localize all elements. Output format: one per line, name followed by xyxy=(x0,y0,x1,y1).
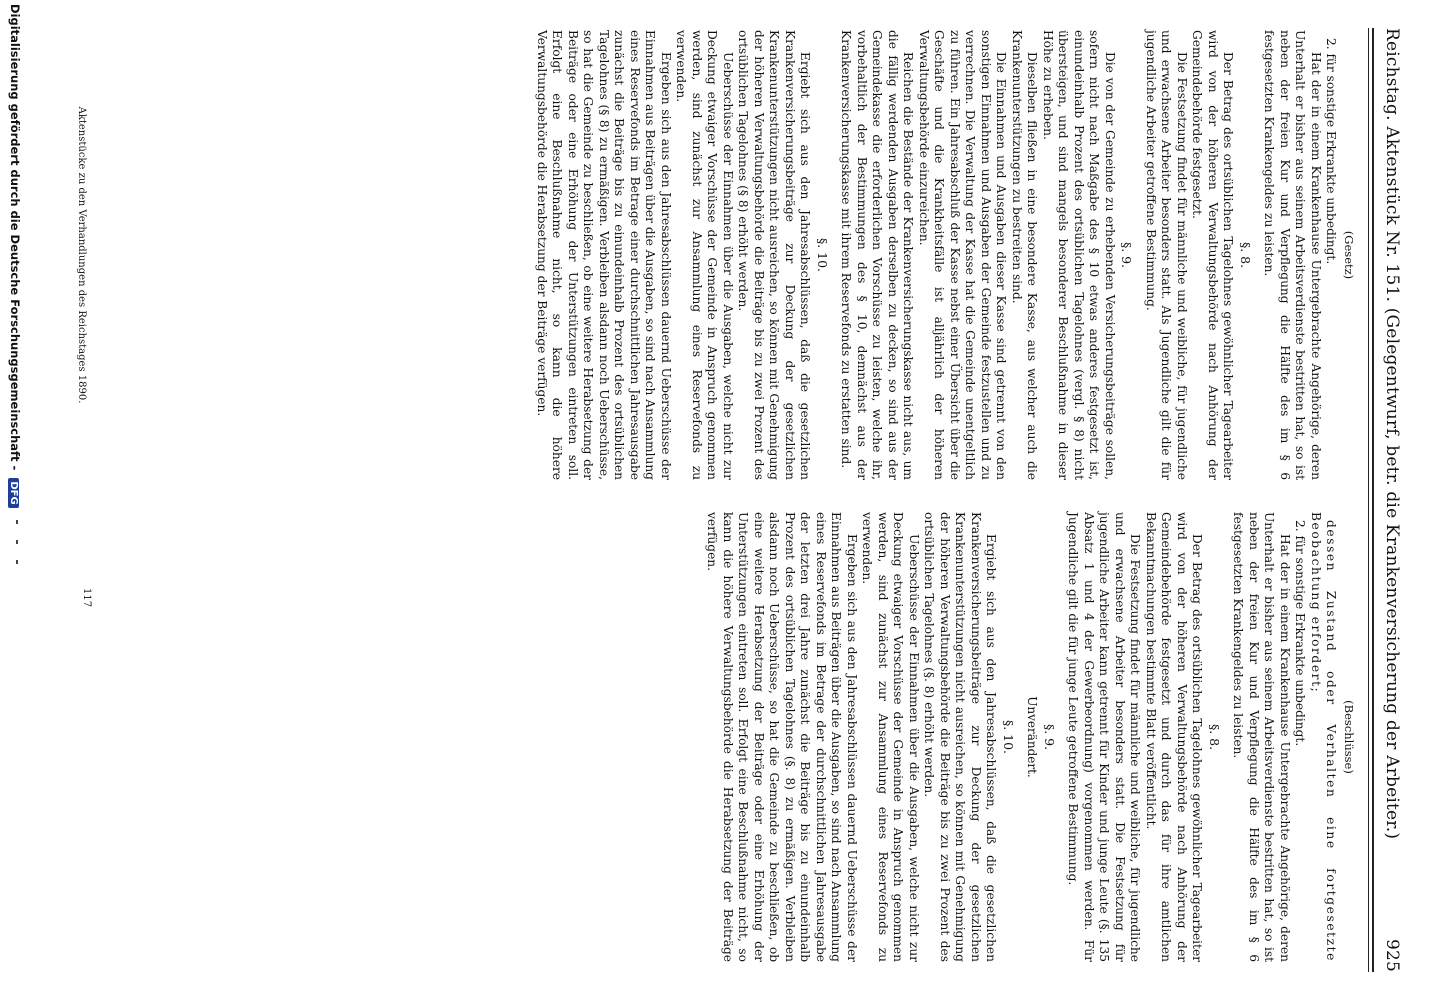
paragraph: Ergiebt sich aus den Jahresabschlüssen, daß die gesetzlichen Krankenversicherungsbeiträge zur Deckung der gesetzlichen Krankenunterstützungen nicht ausreichen, so können mit Genehmigung der höheren Verwaltungsbehörde die Beiträge bis zu zwei Prozent des ortsüblichen Tagelohnes (§ 8) erhöht werden. xyxy=(736,30,813,480)
header-rule xyxy=(1372,28,1374,972)
header-page-number: 925 xyxy=(1382,938,1402,972)
scan-speck xyxy=(16,520,18,524)
paragraph: Die Festsetzung findet für männliche und weibliche, für jugendliche und erwachsene Arbeiter besonders statt. Die Festsetzung für jugendliche Arbeiter kann getrennt für Kinder und junge Leute (§. 135 Absatz 1 und 4 der Gewerbeordnung) vorgenommen werden. Für Jugendliche gilt die für junge Leute getroffene Bestimmung. xyxy=(1066,512,1143,962)
paragraph: Ueberschüsse der Einnahmen über die Ausgaben, welche nicht zur Deckung etwaiger Vorschüsse der Gemeinde in Anspruch genommen werden, sind zunächst zur Ansammlung eines Reservefonds zu verwenden. xyxy=(674,30,735,480)
paragraph: Hat der in einem Krankenhause Untergebrachte Angehörige, deren Unterhalt er bisher aus seinem Arbeitsverdienste bestritten hat, so ist neben der freien Kur und Verpflegung die Hälfte des im § 6 festgesetzten Krankengeldes zu leisten. xyxy=(1231,512,1292,962)
scan-speck xyxy=(16,560,18,564)
header-title: Reichstag. Aktenstück Nr. 151. (Gelegentwurf, betr. die Krankenversicherung der Arbeiter.) xyxy=(1382,28,1402,840)
scan-speck xyxy=(16,540,18,544)
paragraph: Reichen die Bestände der Krankenversicherungskasse nicht aus, um die fällig werdenden Ausgaben derselben zu decken, so sind aus der Gemeindekasse die erforderlichen Vorschüsse zu leisten, welche ihr, vorbehaltlich der Bestimmungen des § 10, demnächst aus der Krankenversicherungskasse mit ihrem Reservefonds zu erstatten sind. xyxy=(839,30,916,480)
credit-text: Digitalisierung gefördert durch die Deutsche Forschungsgemeinschaft - xyxy=(8,4,22,471)
section-title-9: §. 9. xyxy=(1119,241,1135,269)
section-title-9: §. 9. xyxy=(1042,723,1057,751)
dfg-logo-icon: DFG xyxy=(8,478,19,507)
paragraph: Die von der Gemeinde zu erhebenden Versicherungsbeiträge sollen, sofern nicht nach Maßgabe des § 10 etwas anderes festgesetzt ist, einundeinhalb Prozent des ortsüblichen Tagelohnes (vergl. § 8) nicht übersteigen, und sind mangels besonderer Beschlußnahme in dieser Höhe zu erheben. xyxy=(1041,30,1117,480)
paragraph: Der Betrag des ortsüblichen Tagelohnes gewöhnlicher Tagearbeiter wird von der höheren Verwaltungsbehörde nach Anhörung der Gemeindebehörde festgesetzt und durch das für ihre amtlichen Bekanntmachungen bestimmte Blatt veröffentlicht. xyxy=(1144,512,1205,962)
paragraph: Ergiebt sich aus den Jahresabschlüssen, daß die gesetzlichen Krankenversicherungsbeiträge zur Deckung der gesetzlichen Krankenunterstützungen nicht ausreichen, so können mit Genehmigung der höheren Verwaltungsbehörde die Beiträge bis zu zwei Prozent des ortsüblichen Tagelohnes (§. 8) erhöht werden. xyxy=(922,512,999,962)
section-note: Unverändert. xyxy=(1025,696,1040,778)
right-column-beschluesse xyxy=(704,512,1356,962)
paragraph: dessen Zustand oder Verhalten eine fortgesetzte Beobachtung erfordert; xyxy=(1309,512,1339,962)
digitization-credit xyxy=(8,4,22,508)
section-title-10: §. 10. xyxy=(815,237,830,273)
paragraph: Die Einnahmen und Ausgaben dieser Kasse sind getrennt von den sonstigen Einnahmen und Ausgaben der Gemeinde festzustellen und zu verrechnen. Die Verwaltung der Kasse hat die Gemeinde unentgeltlich zu führen. Ein Jahresabschluß der Kasse nebst einer Übersicht über die Geschäfte und die Krankheitsfälle ist alljährlich der höheren Verwaltungsbehörde einzureichen. xyxy=(917,30,1009,480)
bottom-page-number: 117 xyxy=(81,588,92,608)
paragraph: Der Betrag des ortsüblichen Tagelohnes gewöhnlicher Tagearbeiter wird von der höheren Verwaltungsbehörde nach Anhörung der Gemeindebehörde festgesetzt. xyxy=(1190,30,1236,480)
paragraph: Ueberschüsse der Einnahmen über die Ausgaben, welche nicht zur Deckung etwaiger Vorschüsse der Gemeinde in Anspruch genommen werden, sind zunächst zur Ansammlung eines Reservefonds zu verwenden. xyxy=(860,512,921,962)
paragraph: Hat der in einem Krankenhause Untergebrachte Angehörige, deren Unterhalt er bisher aus seinem Arbeitsverdienste bestritten hat, so ist neben der freien Kur und Verpflegung die Hälfte des im § 6 festgesetzten Krankengeldes zu leisten. xyxy=(1262,30,1323,480)
header-rule-thin xyxy=(1368,28,1369,972)
left-column-gesetz xyxy=(534,30,1357,480)
running-header xyxy=(1380,28,1402,972)
section-title-8: §. 8. xyxy=(1207,723,1222,751)
paragraph: Ergeben sich aus den Jahresabschlüssen dauernd Ueberschüsse der Einnahmen aus Beiträgen über die Ausgaben, so sind nach Ansammlung eines Reservefonds im Betrage der durchschnittlichen Jahresausgabe der letzten drei Jahre zunächst die Beiträge bis zu einundeinhalb Prozent des ortsüblichen Tagelohnes (§. 8) zu ermäßigen. Verbleiben alsdann noch Ueberschüsse, so hat die Gemeinde zu beschließen, ob eine weitere Herabsetzung der Beiträge oder eine Erhöhung der Unterstützungen eintreten soll. Erfolgt eine Beschlußnahme nicht, so kann die höhere Verwaltungsbehörde die Herabsetzung der Beiträge verfügen. xyxy=(705,512,859,962)
column-heading: (Gesetz) xyxy=(1342,230,1356,280)
section-title-8: §. 8. xyxy=(1238,241,1253,269)
paragraph: 2. für sonstige Erkrankte unbedingt. xyxy=(1324,38,1339,265)
paragraph: Die Festsetzung findet für männliche und weibliche, für jugendliche und erwachsene Arbeiter besonders statt. Als Jugendliche gilt die für jugendliche Arbeiter getroffene Bestimmung. xyxy=(1144,30,1189,480)
paragraph: Dieselben fließen in eine besondere Kasse, aus welcher auch die Krankenunterstützungen zu bestreiten sind. xyxy=(1010,30,1040,480)
paragraph: Ergeben sich aus den Jahresabschlüssen dauernd Ueberschüsse der Einnahmen aus Beiträgen über die Ausgaben, so sind nach Ansammlung eines Reservefonds im Betrage einer durchschnittlichen Jahresausgabe zunächst die Beiträge bis zu einundeinhalb Prozent des ortsüblichen Tagelohnes (§ 8) zu ermäßigen. Verbleiben alsdann noch Ueberschüsse, so hat die Gemeinde zu beschließen, ob eine weitere Herabsetzung der Beiträge oder eine Erhöhung der Unterstützungen eintreten soll. Erfolgt eine Beschlußnahme nicht, so kann die höhere Verwaltungsbehörde die Herabsetzung der Beiträge verfügen. xyxy=(535,30,673,480)
section-title-10: §. 10. xyxy=(1001,719,1016,755)
footer-note: Aktenstücke zu den Verhandlungen des Reichstages 1890. xyxy=(76,106,87,404)
paragraph: 2. für sonstige Erkrankte unbedingt. xyxy=(1293,520,1308,747)
column-heading: (Beschlüsse) xyxy=(1342,700,1356,774)
